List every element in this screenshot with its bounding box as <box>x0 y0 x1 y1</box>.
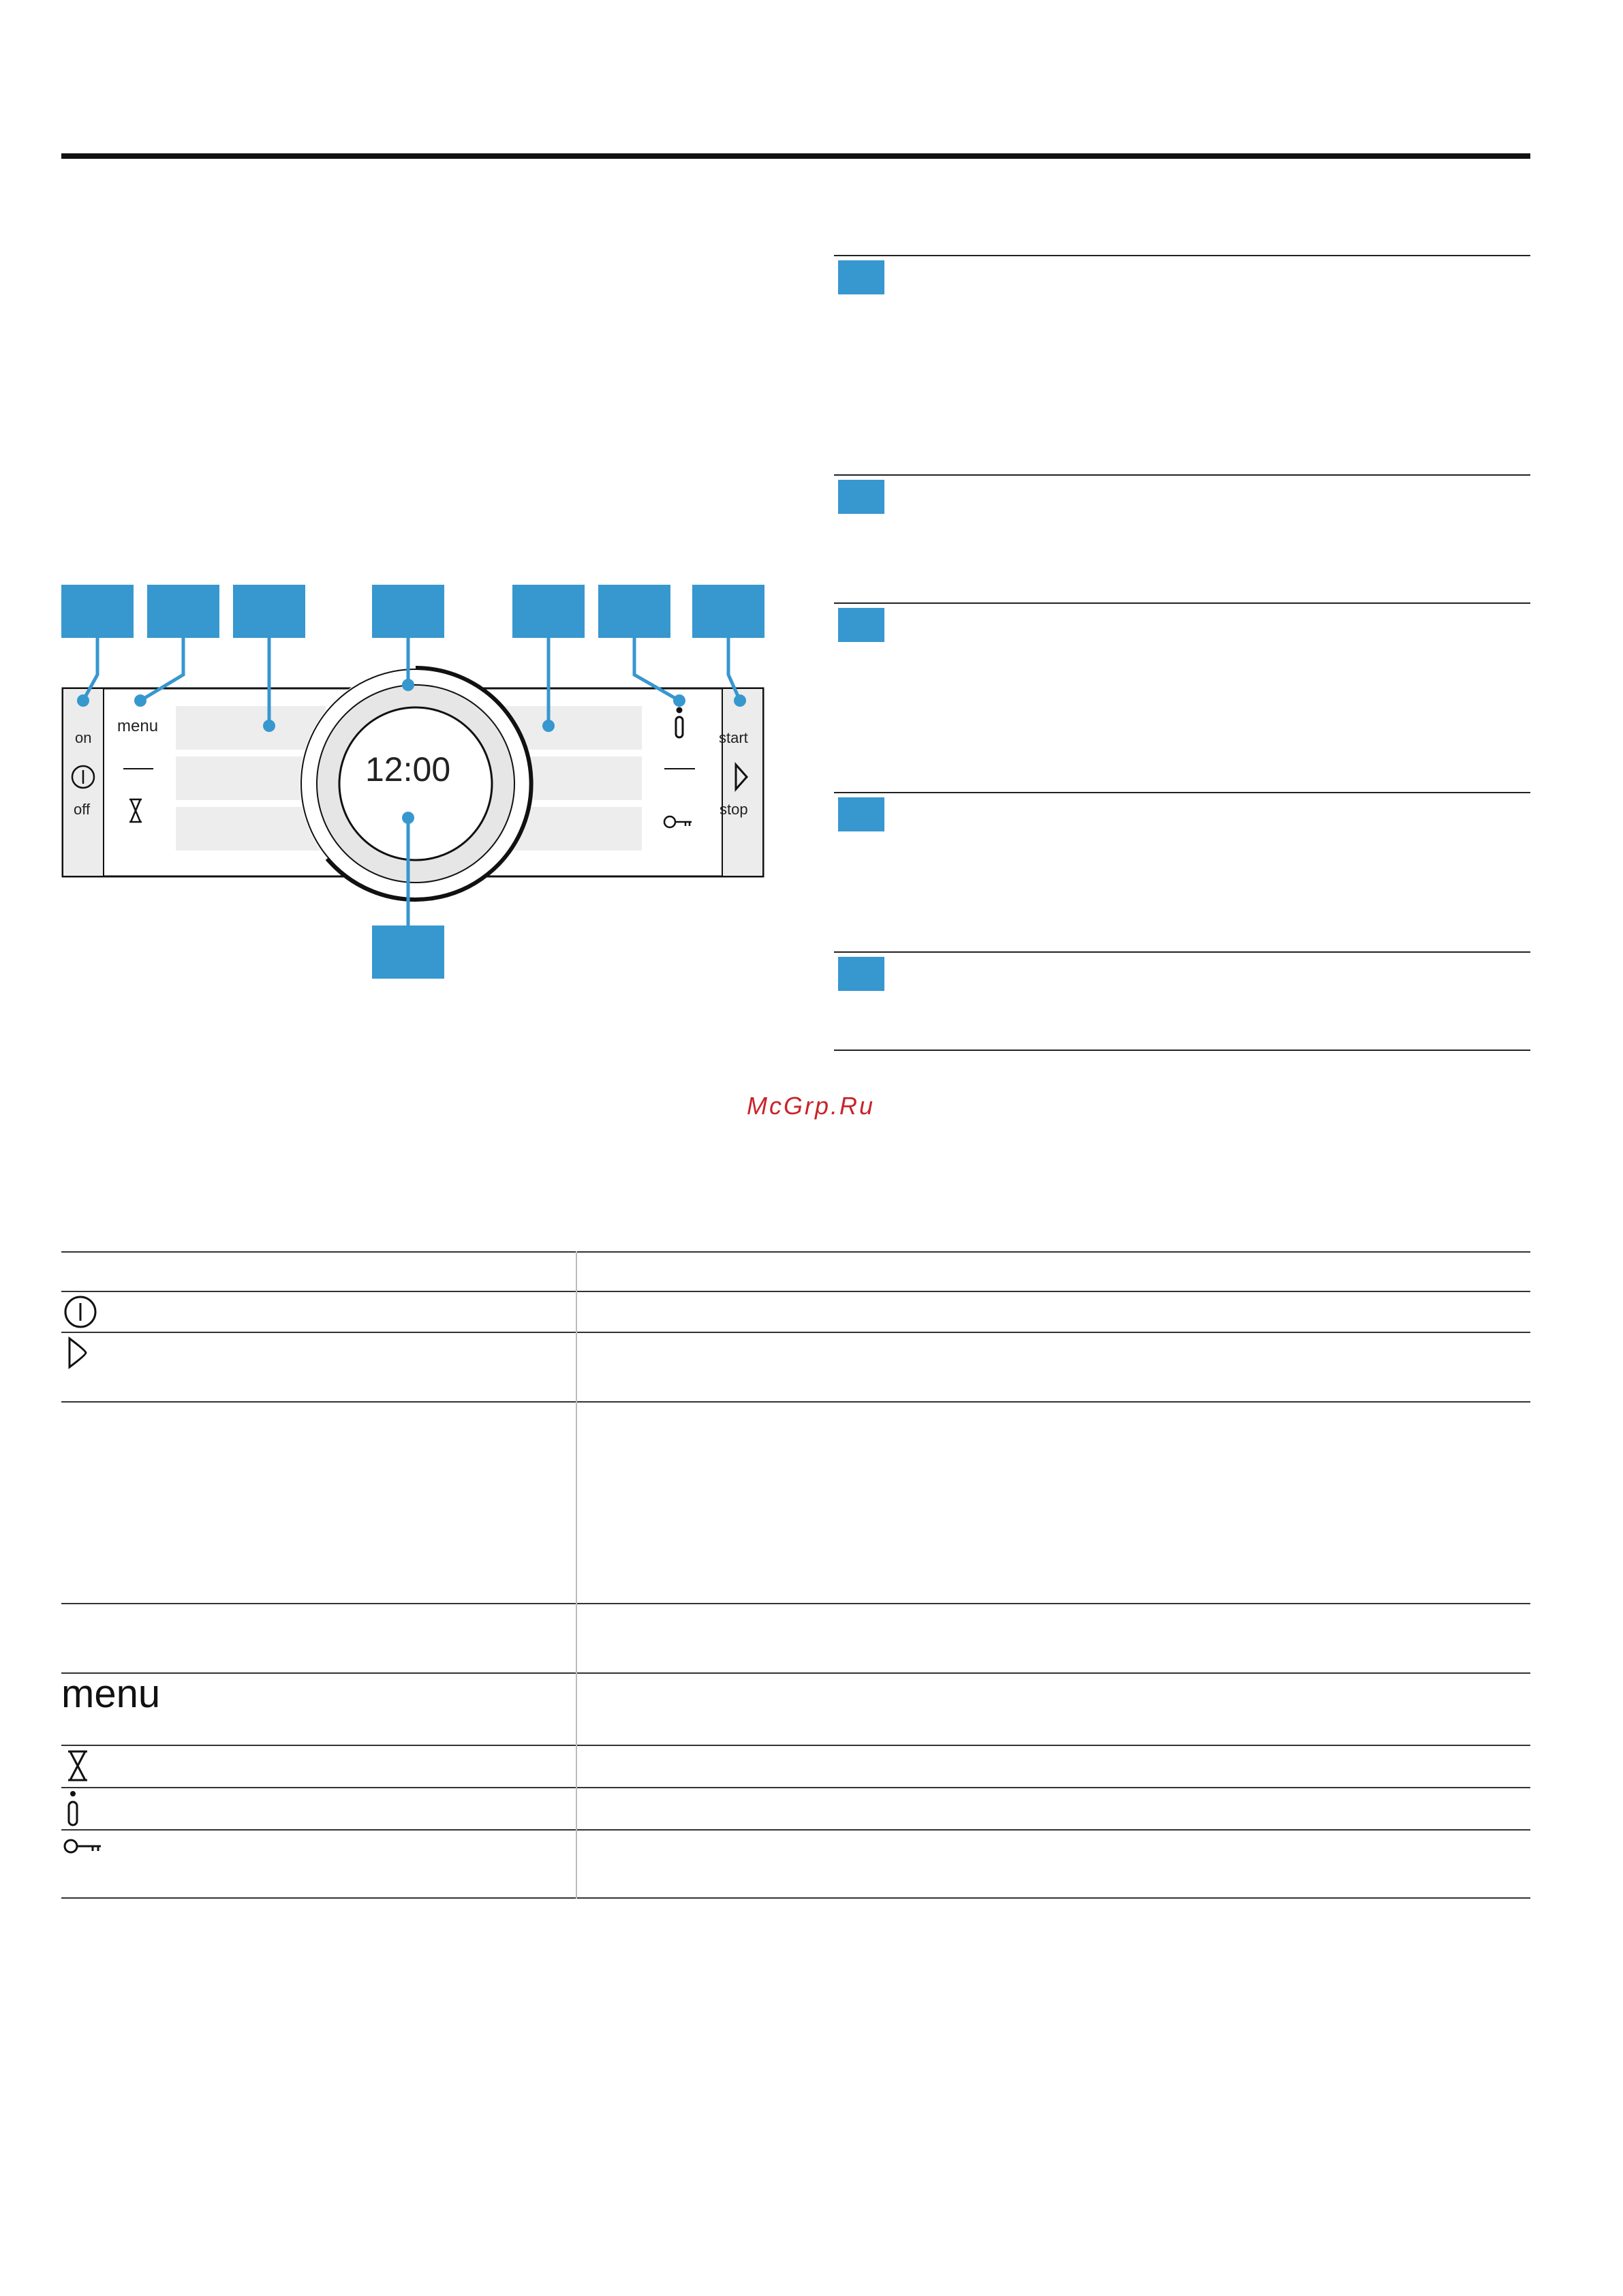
legend-marker-2 <box>838 480 884 514</box>
stop-label: stop <box>720 801 748 818</box>
table-rule <box>61 1745 1530 1746</box>
callout-box-3 <box>233 585 305 638</box>
menu-icon-text: menu <box>61 1672 161 1716</box>
legend-marker-3 <box>838 608 884 642</box>
callout-box-4 <box>372 585 444 638</box>
table-rule <box>61 1672 1530 1674</box>
callout-box-6 <box>598 585 670 638</box>
start-stop-icon <box>65 1336 93 1370</box>
key-icon <box>63 1836 104 1856</box>
callout-box-5 <box>512 585 585 638</box>
field-left-3 <box>176 807 326 851</box>
info-icon <box>63 1790 83 1828</box>
legend-divider <box>834 602 1530 604</box>
table-rule <box>61 1332 1530 1333</box>
table-rule <box>61 1897 1530 1899</box>
menu-label: menu <box>117 717 159 735</box>
legend-divider <box>834 951 1530 953</box>
off-label: off <box>74 801 91 818</box>
legend-divider <box>834 792 1530 793</box>
top-rule <box>61 153 1530 159</box>
power-icon <box>63 1295 98 1329</box>
legend-marker-5 <box>838 957 884 991</box>
legend-divider <box>834 1050 1530 1051</box>
clock-display: 12:00 <box>365 750 451 789</box>
callout-box-8 <box>372 925 444 979</box>
start-label: start <box>719 729 748 746</box>
on-label: on <box>75 729 92 746</box>
table-rule <box>61 1787 1530 1788</box>
callout-box-7 <box>692 585 764 638</box>
table-rule <box>61 1251 1530 1253</box>
hourglass-icon <box>64 1749 91 1783</box>
table-rule <box>61 1291 1530 1292</box>
legend-divider <box>834 474 1530 476</box>
legend-marker-1 <box>838 260 884 294</box>
field-left-1 <box>176 706 326 750</box>
watermark: McGrp.Ru <box>747 1092 876 1120</box>
legend-divider <box>834 255 1530 256</box>
table-rule <box>61 1603 1530 1604</box>
table-column-divider <box>576 1251 577 1899</box>
callout-box-1 <box>61 585 134 638</box>
table-rule <box>61 1829 1530 1831</box>
table-rule <box>61 1401 1530 1403</box>
legend-marker-4 <box>838 797 884 831</box>
callout-box-2 <box>147 585 219 638</box>
